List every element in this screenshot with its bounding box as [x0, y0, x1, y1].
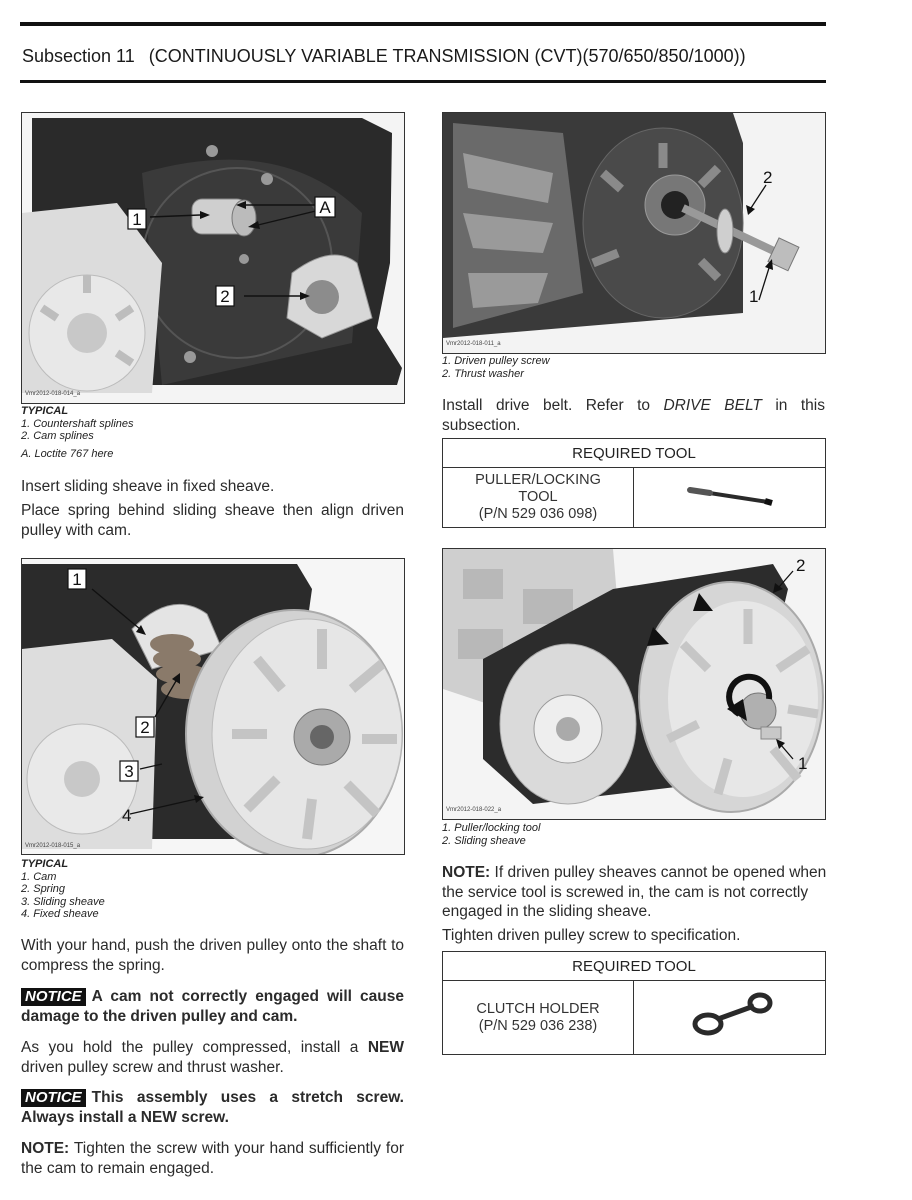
notice-badge: NOTICE	[21, 1089, 86, 1107]
caption-item: 1. Puller/locking tool	[442, 822, 541, 834]
caption-item: 3. Sliding sheave	[21, 895, 105, 908]
top-rule	[20, 22, 826, 26]
caption-title: TYPICAL	[21, 405, 69, 417]
caption-title: TYPICAL	[21, 858, 69, 870]
caption-item: 1. Cam	[21, 870, 57, 883]
figure3-caption	[442, 355, 550, 380]
figure-puller-tool	[442, 548, 826, 820]
caption-item: 1. Countershaft splines	[21, 417, 134, 430]
callout-2: 2	[796, 556, 806, 575]
tool-table-header: REQUIRED TOOL	[443, 952, 826, 981]
required-tool-table-clutch-holder	[442, 951, 826, 1055]
callout-2: 2	[763, 168, 773, 187]
figure-countershaft-illustration	[22, 113, 404, 403]
figure-code: Vmr2012-018-022_a	[446, 807, 502, 813]
notice-badge: NOTICE	[21, 988, 86, 1006]
caption-item: 4. Fixed sheave	[21, 908, 99, 920]
figure-driven-pulley-illustration	[22, 559, 404, 854]
tool-image-cell	[634, 981, 826, 1055]
note-sheaves	[442, 863, 828, 922]
note-label: NOTE:	[21, 1140, 70, 1157]
tool-part-number: (P/N 529 036 238)	[478, 1017, 598, 1034]
instruction-install-screw	[21, 1038, 404, 1077]
figure-pulley-screw-illustration	[443, 113, 825, 353]
drive-belt-reference: DRIVE BELT	[663, 397, 762, 414]
figure4-caption	[442, 822, 540, 847]
caption-item: 1. Driven pulley screw	[442, 355, 550, 367]
text-run: in this subsection.	[442, 397, 825, 434]
instruction-place-spring: Place spring behind sliding sheave then align driven pulley with cam.	[21, 502, 404, 539]
callout-1: 1	[749, 287, 759, 306]
text-run: driven pulley screw and thrust washer.	[21, 1058, 284, 1076]
notice-stretch-screw	[21, 1088, 404, 1127]
tool-table-header: REQUIRED TOOL	[443, 439, 826, 468]
note-label: NOTE:	[442, 864, 491, 881]
figure-pulley-screw	[442, 112, 826, 354]
callout-2: 2	[140, 718, 150, 737]
note-text: Tighten the screw with your hand sufficiently for the cam to remain engaged.	[21, 1140, 404, 1177]
figure-code: Vmr2012-018-011_a	[446, 341, 501, 347]
instruction-tighten-spec: Tighten driven pulley screw to specification.	[442, 927, 741, 944]
note-text: If driven pulley sheaves cannot be opened when the service tool is screwed in, the cam is not correctly engaged in the sliding sheave.	[442, 864, 827, 920]
instruction-install-belt	[442, 396, 825, 435]
tool-name-line: CLUTCH HOLDER	[476, 1000, 600, 1017]
notice-text: This assembly uses a stretch screw. Always install a NEW screw.	[21, 1089, 404, 1126]
subsection-label: Subsection 11	[22, 46, 135, 66]
callout-2: 2	[220, 287, 230, 306]
caption-item: 2. Cam splines	[21, 430, 94, 442]
section-title: (CONTINUOUSLY VARIABLE TRANSMISSION (CVT)(570/650/850/1000))	[148, 46, 746, 66]
figure-code: Vmr2012-018-014_a	[25, 391, 81, 397]
text-run-bold: NEW	[367, 1039, 404, 1056]
callout-4: 4	[122, 806, 132, 825]
figure-code: Vmr2012-018-015_a	[25, 843, 81, 849]
notice-cam	[21, 987, 404, 1026]
callout-1: 1	[132, 210, 142, 229]
caption-item: 2. Sliding sheave	[442, 834, 526, 847]
instruction-push-pulley: With your hand, push the driven pulley onto the shaft to compress the spring.	[21, 937, 404, 974]
figure-puller-tool-illustration	[443, 549, 825, 819]
text-run: As you hold the pulley compressed, install a	[21, 1039, 368, 1056]
figure-driven-pulley	[21, 558, 405, 855]
tool-part-number: (P/N 529 036 098)	[478, 506, 598, 522]
tool-image-cell	[634, 468, 826, 528]
figure-countershaft	[21, 112, 405, 404]
clutch-holder-icon	[670, 986, 790, 1046]
instruction-insert-sheave: Insert sliding sheave in fixed sheave.	[21, 478, 275, 495]
caption-note: A. Loctite 767 here	[21, 447, 114, 460]
caption-item: 2. Thrust washer	[442, 367, 524, 380]
note-tighten-hand	[21, 1139, 404, 1178]
figure1-caption	[21, 405, 134, 460]
notice-text: A cam not correctly engaged will cause damage to the driven pulley and cam.	[21, 988, 404, 1025]
caption-item: 2. Spring	[21, 883, 66, 895]
callout-1: 1	[72, 570, 82, 589]
figure2-caption	[21, 858, 105, 921]
text-run: Install drive belt. Refer to	[442, 397, 664, 414]
tool-name-line: TOOL	[518, 489, 558, 505]
page-header	[22, 46, 746, 67]
callout-1: 1	[798, 754, 808, 773]
puller-tool-icon	[670, 476, 790, 516]
callout-a: A	[319, 198, 331, 217]
tool-name-line: PULLER/LOCKING	[475, 472, 601, 488]
header-rule	[20, 80, 826, 83]
callout-3: 3	[124, 762, 134, 781]
required-tool-table-puller	[442, 438, 826, 528]
tool-name	[443, 468, 634, 528]
tool-name	[443, 981, 634, 1055]
